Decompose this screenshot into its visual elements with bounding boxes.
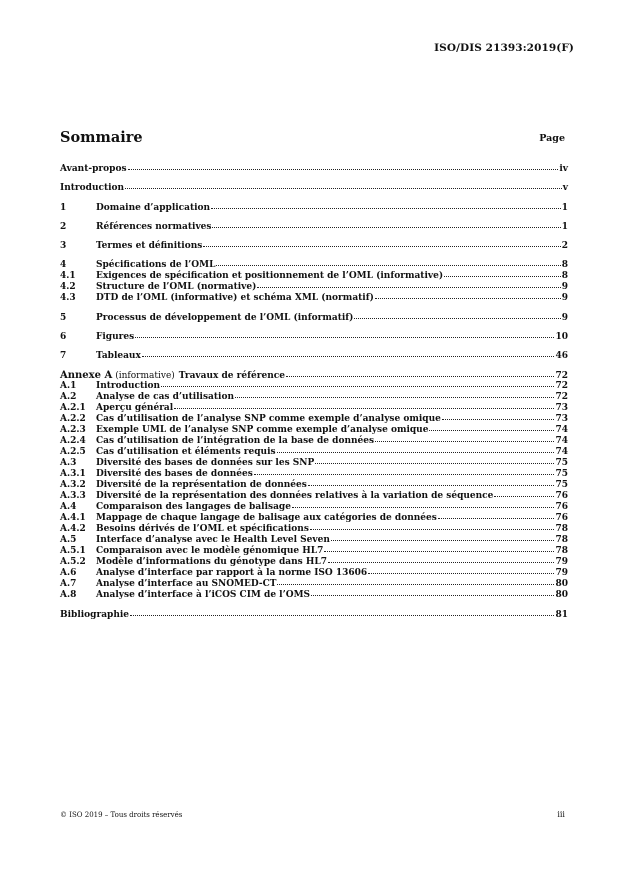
- toc-entry-a-1[interactable]: [60, 381, 568, 392]
- dot-leader: [375, 440, 554, 442]
- dot-leader: [315, 462, 554, 464]
- footer-page-number: iii: [557, 810, 565, 819]
- toc-entry-label: Références normatives: [96, 222, 212, 232]
- toc-entry-label: Spécifications de l’OML: [96, 260, 216, 270]
- dot-leader: [331, 539, 555, 541]
- dot-leader: [174, 407, 554, 409]
- toc-entry-6[interactable]: [60, 332, 568, 343]
- annex-kind: (informative): [115, 371, 175, 381]
- toc-entry-label: Analyse d’interface à l’iCOS CIM de l’OMS: [96, 590, 311, 600]
- toc-entry-a-2-5[interactable]: [60, 447, 568, 458]
- dot-leader: [310, 528, 555, 530]
- page-column-label: Page: [539, 133, 565, 144]
- toc-entry-number: A.4: [60, 502, 77, 512]
- toc-entry-number: A.5.1: [60, 546, 86, 556]
- toc-entry-bibliographie[interactable]: [60, 610, 568, 621]
- dot-leader: [311, 594, 554, 596]
- toc-entry-a-2-3[interactable]: [60, 425, 568, 436]
- dot-leader: [292, 506, 555, 508]
- toc-entry-label: Diversité de la représentation de données: [96, 480, 307, 490]
- footer-copyright: © ISO 2019 – Tous droits réservés: [60, 811, 183, 819]
- toc-entry-introduction[interactable]: [60, 183, 568, 194]
- toc-entry-page: 75: [555, 458, 568, 468]
- toc-entry-label: Figures: [96, 332, 135, 342]
- toc-entry-a-3-1[interactable]: [60, 469, 568, 480]
- table-of-contents: [60, 164, 568, 621]
- toc-entry-label: Cas d’utilisation de l’intégration de la base de données: [96, 436, 375, 446]
- dot-leader: [277, 583, 554, 585]
- toc-entry-label: Avant-propos: [60, 164, 127, 174]
- page-title: Sommaire: [60, 129, 143, 146]
- toc-entry-7[interactable]: [60, 351, 568, 362]
- toc-entry-label: Comparaison avec le modèle génomique HL7: [96, 546, 324, 556]
- toc-entry-a-2-4[interactable]: [60, 436, 568, 447]
- toc-entry-number: 2: [60, 222, 67, 232]
- toc-entry-label: Diversité de la représentation des données relatives à la variation de séquence: [96, 491, 494, 501]
- toc-entry-page: 79: [555, 557, 568, 567]
- toc-entry-number: 4: [60, 260, 67, 270]
- dot-leader: [494, 495, 554, 497]
- toc-entry-a-7[interactable]: [60, 579, 568, 590]
- dot-leader: [324, 550, 554, 552]
- toc-entry-4-1[interactable]: [60, 271, 568, 282]
- dot-leader: [161, 385, 554, 387]
- dot-leader: [211, 207, 561, 209]
- dot-leader: [130, 614, 554, 616]
- toc-entry-number: A.7: [60, 579, 77, 589]
- toc-entry-page: 2: [561, 241, 568, 251]
- toc-entry-a-3-2[interactable]: [60, 480, 568, 491]
- dot-leader: [444, 275, 561, 277]
- dot-leader: [438, 517, 555, 519]
- dot-leader: [368, 572, 554, 574]
- toc-entry-4[interactable]: [60, 260, 568, 271]
- toc-entry-page: 72: [555, 392, 568, 402]
- toc-entry-1[interactable]: [60, 203, 568, 214]
- toc-entry-number: A.3.1: [60, 469, 86, 479]
- toc-entry-page: 9: [561, 282, 568, 292]
- toc-entry-number: A.2.1: [60, 403, 86, 413]
- toc-entry-2[interactable]: [60, 222, 568, 233]
- toc-entry-page: 8: [561, 260, 568, 270]
- toc-entry-label: Introduction: [60, 183, 125, 193]
- toc-entry-a-6[interactable]: [60, 568, 568, 579]
- toc-entry-label: Exigences de spécification et positionnement de l’OML (informative): [96, 271, 444, 281]
- toc-entry-page: 75: [555, 469, 568, 479]
- toc-entry-page: 75: [555, 480, 568, 490]
- toc-entry-page: v: [562, 183, 568, 193]
- toc-entry-label: Introduction: [96, 381, 161, 391]
- toc-entry-page: 76: [555, 491, 568, 501]
- toc-entry-a-4-2[interactable]: [60, 524, 568, 535]
- dot-leader: [442, 418, 555, 420]
- toc-entry-avant-propos[interactable]: [60, 164, 568, 175]
- dot-leader: [212, 226, 560, 228]
- toc-entry-number: 5: [60, 313, 67, 323]
- toc-entry-page: 9: [561, 293, 568, 303]
- toc-entry-page: 72: [555, 381, 568, 391]
- toc-entry-label: Processus de développement de l’OML (informatif): [96, 313, 354, 323]
- toc-entry-page: 80: [555, 579, 568, 589]
- toc-entry-page: 81: [555, 610, 568, 620]
- toc-entry-page: 1: [561, 203, 568, 213]
- dot-leader: [328, 561, 554, 563]
- toc-entry-a-5[interactable]: [60, 535, 568, 546]
- dot-leader: [203, 245, 560, 247]
- toc-entry-page: 78: [555, 546, 568, 556]
- toc-entry-number: A.3: [60, 458, 77, 468]
- toc-entry-page: 76: [555, 502, 568, 512]
- toc-entry-number: A.5: [60, 535, 77, 545]
- toc-entry-page: 74: [555, 436, 568, 446]
- dot-leader: [125, 187, 562, 189]
- toc-entry-number: A.1: [60, 381, 77, 391]
- dot-leader: [354, 317, 560, 319]
- toc-entry-number: A.5.2: [60, 557, 86, 567]
- toc-entry-label: Mappage de chaque langage de balisage aux catégories de données: [96, 513, 437, 523]
- dot-leader: [308, 484, 555, 486]
- document-id: ISO/DIS 21393:2019(F): [434, 42, 574, 54]
- toc-entry-number: A.2: [60, 392, 77, 402]
- toc-entry-label: Analyse d’interface au SNOMED-CT: [96, 579, 277, 589]
- annex-prefix: Annexe A: [60, 370, 113, 381]
- dot-leader: [142, 355, 555, 357]
- toc-entry-number: A.8: [60, 590, 77, 600]
- toc-entry-number: A.4.2: [60, 524, 86, 534]
- toc-entry-3[interactable]: [60, 241, 568, 252]
- toc-entry-number: A.2.5: [60, 447, 86, 457]
- dot-leader: [257, 286, 560, 288]
- toc-entry-a-5-1[interactable]: [60, 546, 568, 557]
- toc-entry-a-3-3[interactable]: [60, 491, 568, 502]
- toc-entry-label: Travaux de référence: [178, 371, 285, 381]
- toc-entry-number: 7: [60, 351, 67, 361]
- toc-entry-a-3[interactable]: [60, 458, 568, 469]
- toc-entry-number: A.2.4: [60, 436, 86, 446]
- toc-entry-page: 1: [561, 222, 568, 232]
- toc-entry-page: 74: [555, 447, 568, 457]
- dot-leader: [429, 429, 554, 431]
- toc-entry-number: 4.1: [60, 271, 76, 281]
- toc-entry-number: A.2.3: [60, 425, 86, 435]
- toc-entry-label: Diversité des bases de données: [96, 469, 253, 479]
- dot-leader: [235, 396, 554, 398]
- toc-entry-a-5-2[interactable]: [60, 557, 568, 568]
- toc-entry-page: 73: [555, 414, 568, 424]
- toc-entry-number: A.4.1: [60, 513, 86, 523]
- toc-entry-label: Cas d’utilisation et éléments requis: [96, 447, 276, 457]
- toc-entry-page: 78: [555, 524, 568, 534]
- toc-entry-number: A.6: [60, 568, 77, 578]
- toc-entry-number: 4.3: [60, 293, 76, 303]
- dot-leader: [135, 336, 554, 338]
- toc-entry-a-4-1[interactable]: [60, 513, 568, 524]
- toc-entry-label: Bibliographie: [60, 610, 130, 620]
- toc-entry-page: 79: [555, 568, 568, 578]
- toc-entry-page: 8: [561, 271, 568, 281]
- toc-entry-a-2-1[interactable]: [60, 403, 568, 414]
- toc-entry-label: Domaine d’application: [96, 203, 211, 213]
- toc-entry-a-2[interactable]: [60, 392, 568, 403]
- toc-entry-label: Aperçu général: [96, 403, 174, 413]
- toc-entry-label: Interface d’analyse avec le Health Level Seven: [96, 535, 330, 545]
- toc-entry-label: Tableaux: [96, 351, 141, 361]
- toc-entry-page: 80: [555, 590, 568, 600]
- toc-entry-page: 46: [555, 351, 568, 361]
- toc-entry-number: 6: [60, 332, 67, 342]
- toc-entry-a-2-2[interactable]: [60, 414, 568, 425]
- toc-entry-a-8[interactable]: [60, 590, 568, 601]
- toc-entry-label: Termes et définitions: [96, 241, 203, 251]
- toc-entry-label: Modèle d’informations du génotype dans HL7: [96, 557, 327, 567]
- toc-entry-label: Besoins dérivés de l’OML et spécifications: [96, 524, 309, 534]
- toc-entry-number: 4.2: [60, 282, 76, 292]
- toc-entry-number: 3: [60, 241, 67, 251]
- toc-entry-number: A.2.2: [60, 414, 86, 424]
- toc-entry-page: 74: [555, 425, 568, 435]
- dot-leader: [128, 168, 559, 170]
- toc-entry-label: Cas d’utilisation de l’analyse SNP comme exemple d’analyse omique: [96, 414, 441, 424]
- toc-entry-number: A.3.3: [60, 491, 86, 501]
- toc-entry-number: 1: [60, 203, 67, 213]
- toc-entry-a-4[interactable]: [60, 502, 568, 513]
- toc-entry-page: 10: [555, 332, 568, 342]
- toc-entry-page: 72: [555, 371, 568, 381]
- toc-entry-4-3[interactable]: [60, 293, 568, 304]
- toc-entry-label: Diversité des bases de données sur les SNP: [96, 458, 315, 468]
- toc-entry-page: 9: [561, 313, 568, 323]
- dot-leader: [254, 473, 555, 475]
- dot-leader: [277, 451, 555, 453]
- toc-entry-label: Comparaison des langages de balisage: [96, 502, 291, 512]
- toc-entry-page: iv: [559, 164, 568, 174]
- toc-entry-5[interactable]: [60, 313, 568, 324]
- toc-entry-4-2[interactable]: [60, 282, 568, 293]
- toc-entry-label: Structure de l’OML (normative): [96, 282, 257, 292]
- toc-entry-label: Analyse de cas d’utilisation: [96, 392, 235, 402]
- toc-entry-page: 78: [555, 535, 568, 545]
- toc-entry-label: Analyse d’interface par rapport à la norme ISO 13606: [96, 568, 368, 578]
- toc-entry-label: Exemple UML de l’analyse SNP comme exemple d’analyse omique: [96, 425, 429, 435]
- toc-entry-page: 76: [555, 513, 568, 523]
- dot-leader: [216, 264, 560, 266]
- toc-entry-page: 73: [555, 403, 568, 413]
- toc-entry-annex-a[interactable]: [60, 370, 568, 381]
- dot-leader: [375, 297, 561, 299]
- dot-leader: [286, 375, 555, 377]
- toc-entry-number: A.3.2: [60, 480, 86, 490]
- toc-entry-label: DTD de l’OML (informative) et schéma XML (normatif): [96, 293, 374, 303]
